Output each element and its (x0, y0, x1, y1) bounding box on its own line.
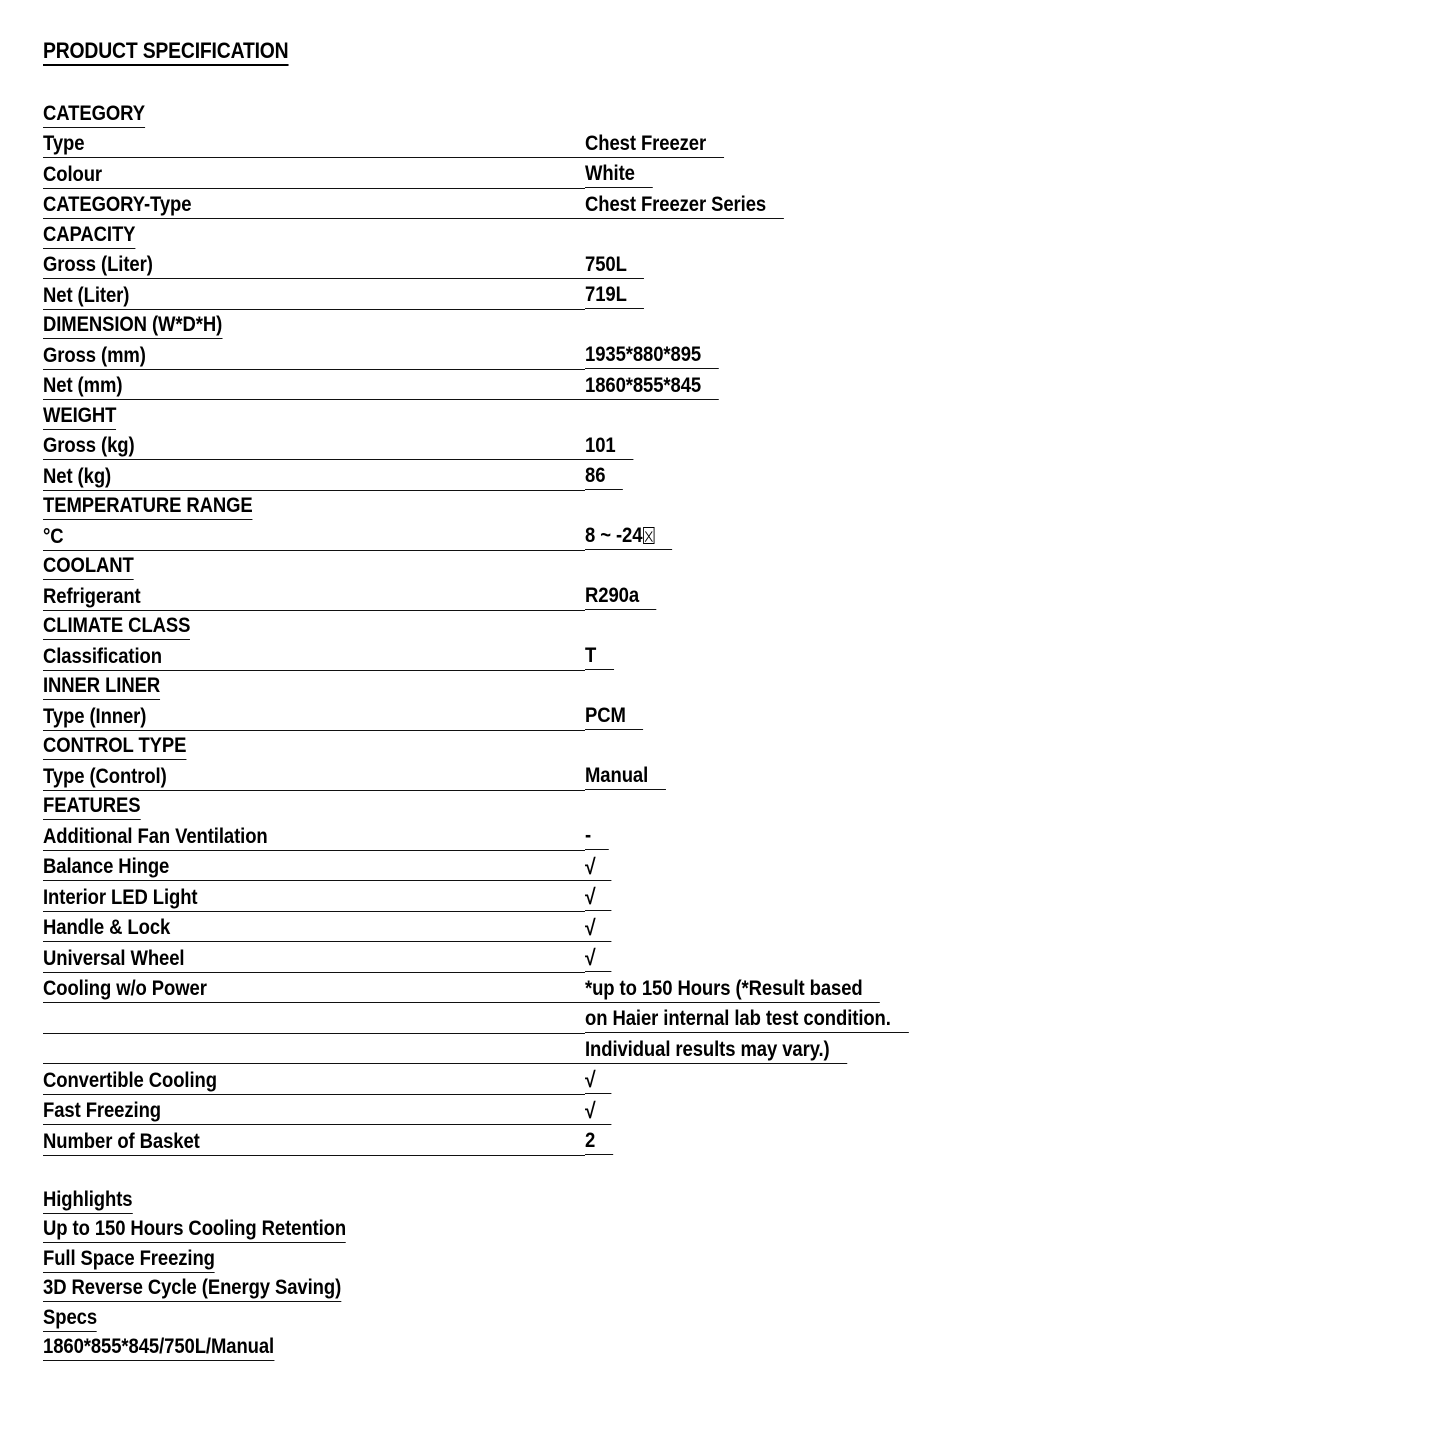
spec-row (43, 520, 1043, 550)
bottom-block-line (43, 1303, 1440, 1333)
bottom-block-line-text: Specs (43, 1305, 97, 1332)
row-value-text (585, 673, 590, 700)
spec-row-label (43, 460, 585, 491)
spec-section-row (43, 219, 1043, 249)
spec-section-heading (43, 610, 585, 640)
row-label-text: Additional Fan Ventilation (43, 824, 268, 848)
bottom-block-line-text: 1860*855*845/750L/Manual (43, 1334, 274, 1361)
row-label-text: Universal Wheel (43, 946, 185, 970)
spec-row-label (43, 158, 585, 189)
spec-row-value (585, 309, 1043, 339)
row-value-text (585, 403, 590, 430)
bottom-block-line-text: Full Space Freezing (43, 1246, 215, 1273)
spec-row-value (585, 1033, 1043, 1064)
spec-row-label (43, 881, 585, 912)
spec-row-value (585, 790, 1043, 820)
spec-row (43, 158, 1043, 189)
spec-row (43, 760, 1043, 790)
spec-row-tick-value (585, 942, 1043, 973)
row-value-text: √ (585, 1066, 611, 1094)
row-value-text (585, 793, 590, 820)
row-label-text: Type (Inner) (43, 704, 147, 728)
spec-row-label (43, 911, 585, 942)
row-value-text: √ (585, 914, 611, 942)
spec-row-value (585, 700, 1043, 730)
spec-section-row (43, 400, 1043, 430)
spec-row-label (43, 1125, 585, 1156)
spec-section-heading (43, 550, 585, 580)
spec-section-row (43, 98, 1043, 128)
row-label-text: Colour (43, 162, 103, 186)
spec-row-label (43, 850, 585, 881)
spec-row-value (585, 98, 1043, 128)
row-value-text: R290a (585, 582, 657, 610)
spec-row-value (585, 820, 1043, 850)
row-label-text: Cooling w/o Power (43, 977, 207, 1000)
spec-row-value (585, 339, 1043, 369)
row-value-text: 1860*855*845 (585, 372, 719, 400)
spec-section-heading (43, 219, 585, 249)
bottom-block-line (43, 1273, 1440, 1303)
row-label-text: Interior LED Light (43, 885, 198, 909)
row-value-text (585, 312, 590, 339)
row-label-text (43, 1006, 520, 1033)
spec-row-value (585, 670, 1043, 700)
section-heading-text: DIMENSION (W*D*H) (43, 311, 222, 339)
spec-row (43, 700, 1043, 730)
bottom-block-line-text: Up to 150 Hours Cooling Retention (43, 1216, 346, 1243)
spec-section-heading (43, 730, 585, 760)
row-label-text: Refrigerant (43, 584, 141, 608)
row-value-text: Individual results may vary.) (585, 1036, 847, 1064)
spec-row-label (43, 128, 585, 158)
row-value-text (585, 101, 590, 128)
spec-row (43, 188, 1043, 219)
spec-row-tick-value (585, 850, 1043, 881)
spec-row (43, 369, 1043, 400)
spec-row-tick-value (585, 911, 1043, 942)
row-value-text: T (585, 642, 614, 670)
row-value-text (585, 613, 590, 640)
spec-row-value (585, 158, 1043, 189)
spec-row-label (43, 369, 585, 400)
row-label-text: CATEGORY-Type (43, 193, 192, 216)
spec-row-tick-value (585, 1094, 1043, 1125)
row-label-text: Number of Basket (43, 1129, 200, 1153)
row-value-text: 101 (585, 432, 633, 460)
spec-row-value (585, 490, 1043, 520)
spec-row-label (43, 279, 585, 310)
row-value-text: 8 ~ -24 (585, 522, 672, 550)
row-value-text: 1935*880*895 (585, 341, 719, 369)
bottom-block-line (43, 1332, 1440, 1362)
spec-section-row (43, 309, 1043, 339)
row-value-text: Chest Freezer Series (585, 191, 784, 219)
spec-row-label (43, 700, 585, 730)
spec-row-label (43, 760, 585, 790)
spec-row (43, 1094, 1043, 1125)
spec-row-label (43, 580, 585, 610)
row-label-text (43, 1036, 520, 1063)
spec-row-value (585, 219, 1043, 249)
row-label-text: Gross (mm) (43, 343, 146, 367)
row-label-text: Net (Liter) (43, 283, 130, 307)
spec-row (43, 279, 1043, 310)
row-value-text: on Haier internal lab test condition. (585, 1005, 908, 1033)
row-label-text: Type (43, 132, 85, 155)
row-value-text: White (585, 160, 652, 188)
spec-row-label (43, 942, 585, 973)
spec-section-row (43, 670, 1043, 700)
spec-row (43, 820, 1043, 850)
section-heading-text: INNER LINER (43, 672, 160, 700)
spec-row (43, 942, 1043, 973)
spec-row (43, 1033, 1043, 1064)
row-value-text: Manual (585, 762, 666, 790)
spec-row (43, 249, 1043, 279)
spec-section-heading (43, 490, 585, 520)
spec-section-row (43, 610, 1043, 640)
section-heading-text: CAPACITY (43, 221, 135, 249)
spec-row-value (585, 760, 1043, 790)
section-heading-text: CATEGORY (43, 100, 145, 128)
row-value-text: *up to 150 Hours (*Result based (585, 975, 880, 1003)
bottom-block-line (43, 1244, 1440, 1274)
row-value-text (585, 493, 590, 520)
spec-section-heading (43, 670, 585, 700)
spec-row-value (585, 279, 1043, 310)
bottom-block-line-text: Highlights (43, 1187, 132, 1214)
row-value-text: 750L (585, 251, 644, 279)
spec-section-heading (43, 400, 585, 430)
spec-row-label (43, 520, 585, 550)
row-value-text: - (585, 822, 609, 850)
spec-row-label (43, 1094, 585, 1125)
spec-row (43, 430, 1043, 460)
spec-row-value (585, 520, 1043, 550)
section-heading-text: CONTROL TYPE (43, 732, 186, 760)
spec-row-value (585, 550, 1043, 580)
spec-section-row (43, 490, 1043, 520)
bottom-block-line (43, 1185, 1440, 1215)
spec-row-label (43, 430, 585, 460)
row-label-text: Fast Freezing (43, 1099, 161, 1122)
spec-row-label (43, 1064, 585, 1095)
section-heading-text: CLIMATE CLASS (43, 612, 190, 640)
row-value-text: √ (585, 1097, 611, 1125)
spec-row-value (585, 640, 1043, 670)
spec-row-value (585, 730, 1043, 760)
spec-row (43, 1125, 1043, 1156)
row-value-text: Chest Freezer (585, 130, 724, 158)
spec-row (43, 128, 1043, 158)
spec-row (43, 911, 1043, 942)
spec-row (43, 339, 1043, 369)
section-heading-text: TEMPERATURE RANGE (43, 492, 253, 520)
row-value-text: √ (585, 883, 611, 911)
spec-section-heading (43, 98, 585, 128)
spec-row-value (585, 460, 1043, 491)
spec-section-row (43, 730, 1043, 760)
row-label-text: Balance Hinge (43, 855, 170, 878)
highlights-and-specs-block (43, 1185, 1440, 1362)
spec-row-value (585, 400, 1043, 430)
spec-row-value (585, 580, 1043, 610)
row-value-text: √ (585, 944, 611, 972)
row-value-text: √ (585, 853, 611, 881)
row-value-text (585, 222, 590, 249)
spec-row-label (43, 972, 585, 1003)
spec-row-value (585, 972, 1043, 1003)
spec-row-value (585, 188, 1043, 219)
specification-table-body (43, 98, 1043, 1155)
row-label-text: Type (Control) (43, 764, 167, 788)
spec-section-row (43, 790, 1043, 820)
row-label-text: Handle & Lock (43, 916, 171, 939)
spec-section-heading (43, 309, 585, 339)
bottom-block-line (43, 1214, 1440, 1244)
spec-row-value (585, 1003, 1043, 1034)
spec-section-heading (43, 790, 585, 820)
spec-row (43, 972, 1043, 1003)
row-label-text: Net (kg) (43, 464, 112, 488)
spec-row-value (585, 430, 1043, 460)
spec-row-label (43, 1033, 585, 1064)
spec-row (43, 1003, 1043, 1034)
spec-row (43, 640, 1043, 670)
spec-row-value (585, 249, 1043, 279)
row-value-text: 719L (585, 281, 644, 309)
spec-row-tick-value (585, 1064, 1043, 1095)
spec-row-label (43, 249, 585, 279)
spec-row (43, 850, 1043, 881)
spec-row-value (585, 369, 1043, 400)
spec-row (43, 460, 1043, 491)
section-heading-text: WEIGHT (43, 402, 116, 430)
row-label-text: °C (43, 524, 64, 548)
section-heading-text: FEATURES (43, 792, 141, 820)
spec-row-label (43, 188, 585, 219)
spec-row-label (43, 339, 585, 369)
row-value-text: 2 (585, 1127, 613, 1155)
spec-section-row (43, 550, 1043, 580)
row-value-text: 86 (585, 462, 623, 490)
bottom-block-line-text: 3D Reverse Cycle (Energy Saving) (43, 1275, 341, 1302)
spec-row-value (585, 1125, 1043, 1156)
row-label-text: Net (mm) (43, 374, 123, 397)
row-label-text: Gross (Liter) (43, 253, 153, 276)
spec-row-value (585, 128, 1043, 158)
specification-table (43, 98, 1043, 1156)
row-value-text: PCM (585, 702, 643, 730)
missing-glyph-icon (643, 527, 654, 544)
spec-row-tick-value (585, 881, 1043, 912)
spec-row (43, 881, 1043, 912)
spec-row-label (43, 820, 585, 850)
spec-row (43, 580, 1043, 610)
spec-row-label (43, 640, 585, 670)
spec-row (43, 1064, 1043, 1095)
section-heading-text: COOLANT (43, 552, 134, 580)
spec-row-value (585, 610, 1043, 640)
page-title: PRODUCT SPECIFICATION (43, 38, 288, 66)
row-value-text (585, 733, 590, 760)
row-label-text: Classification (43, 644, 162, 668)
row-label-text: Gross (kg) (43, 434, 135, 457)
row-label-text: Convertible Cooling (43, 1068, 217, 1092)
row-value-text (585, 553, 590, 580)
spec-row-label (43, 1003, 585, 1034)
